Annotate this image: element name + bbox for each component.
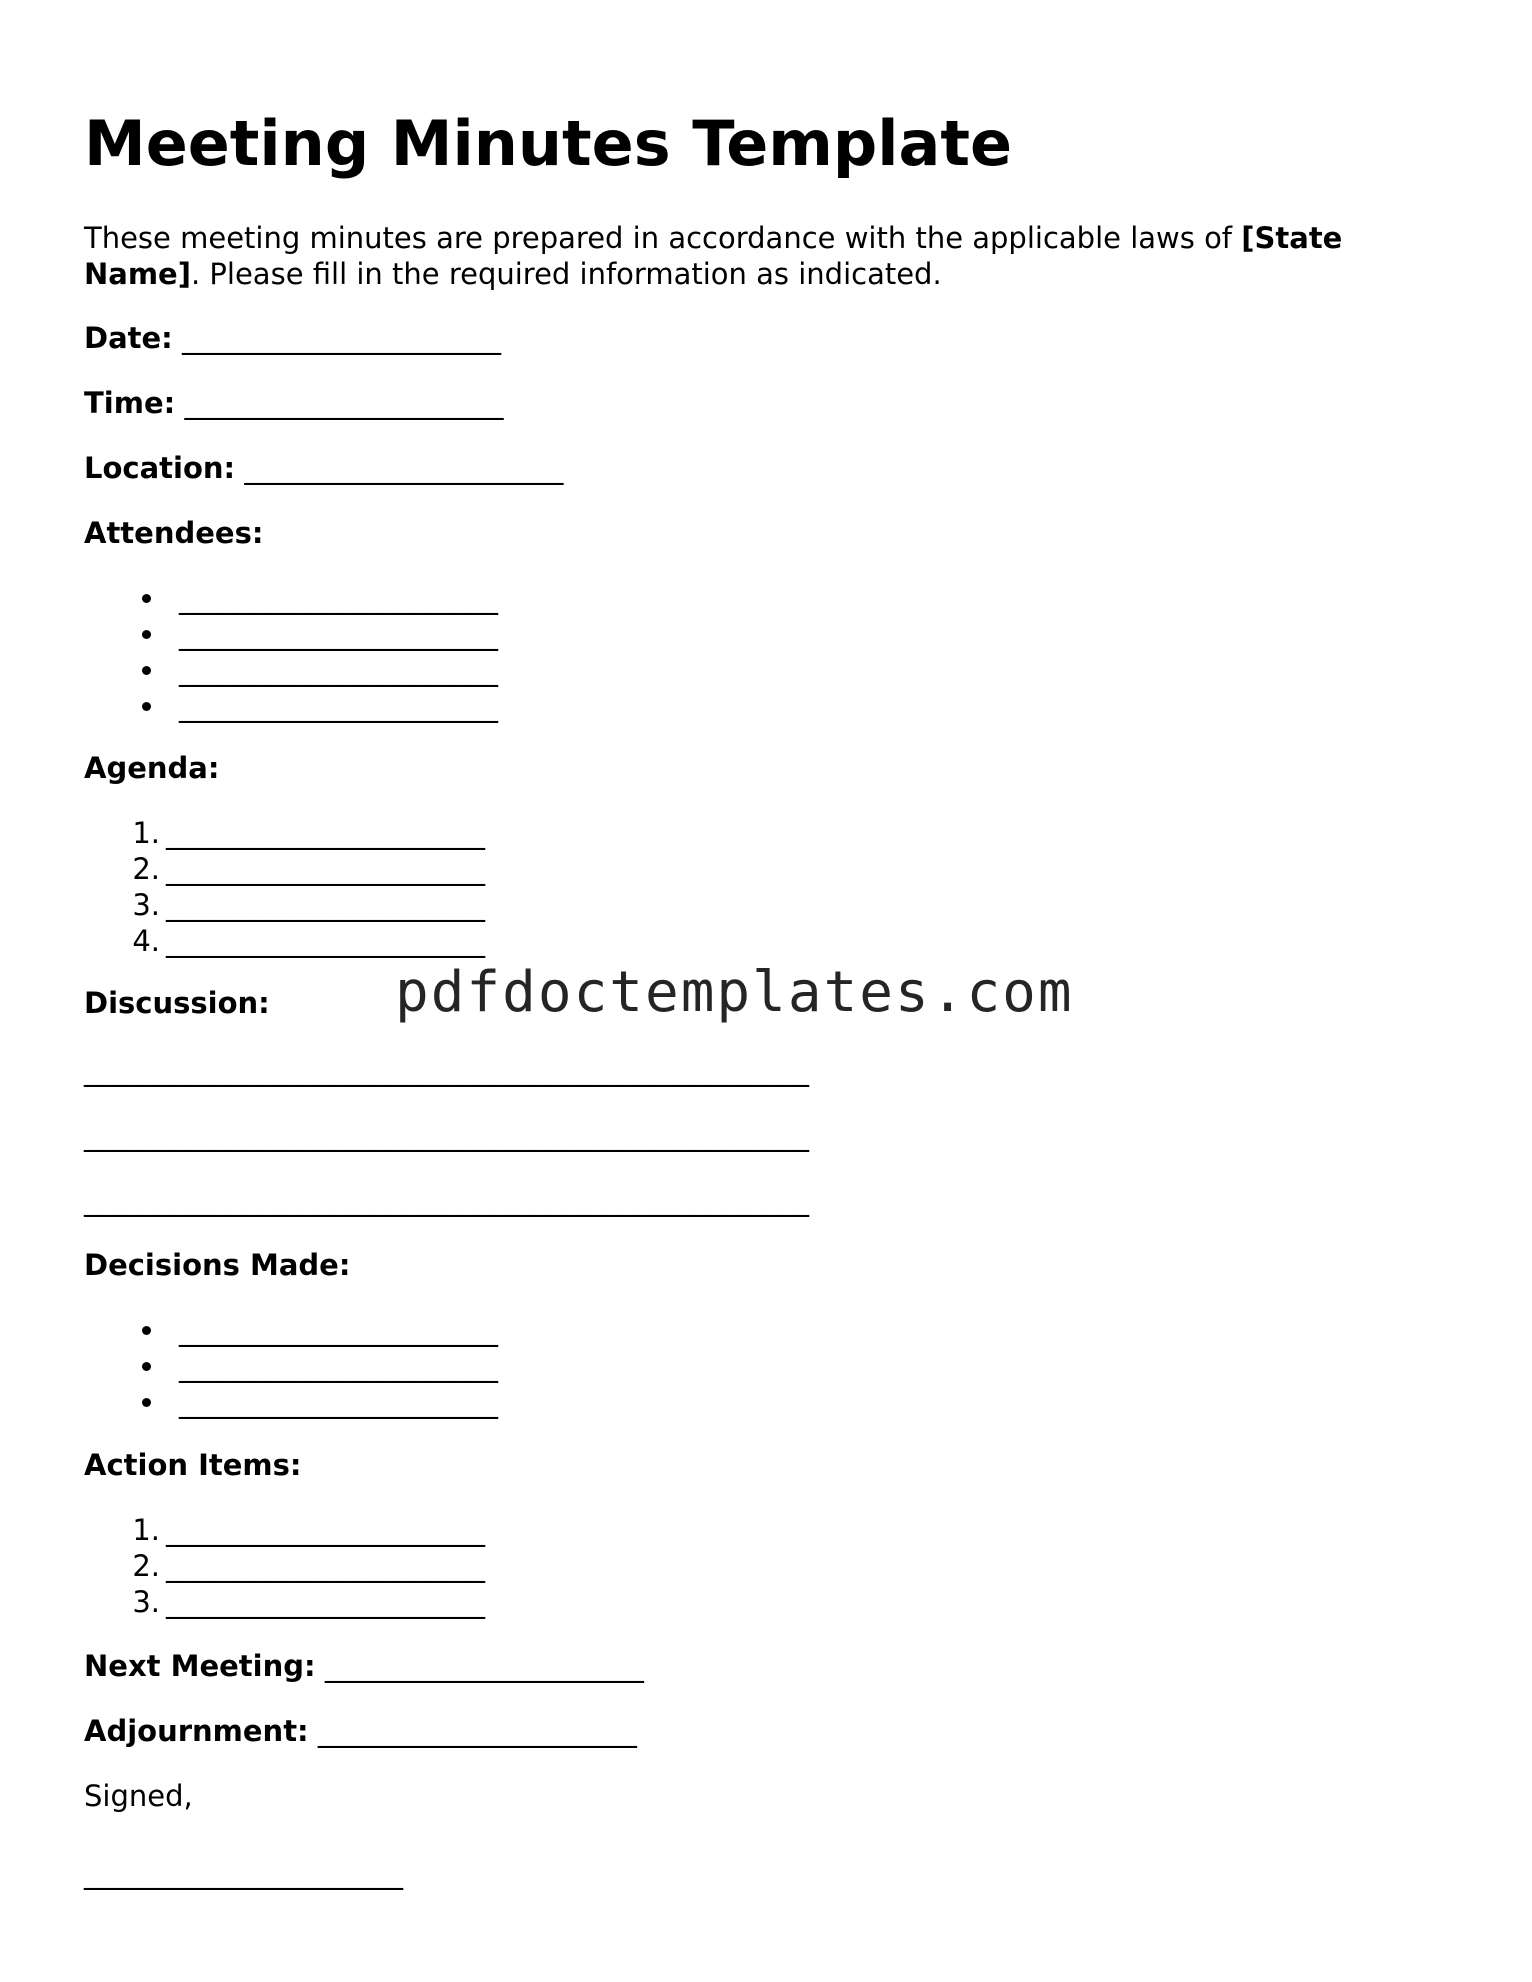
agenda-label: Agenda: xyxy=(84,751,220,785)
intro-text-before: These meeting minutes are prepared in accordance with the applicable laws of xyxy=(84,221,1242,255)
list-item xyxy=(120,815,485,851)
discussion-line[interactable]: __________________________________________________ xyxy=(84,1118,809,1152)
date-label: Date: xyxy=(84,321,173,355)
list-item xyxy=(120,1584,485,1620)
intro-paragraph xyxy=(84,220,1444,292)
agenda-blank[interactable]: ______________________ xyxy=(166,816,485,850)
list-item xyxy=(120,1548,485,1584)
date-field xyxy=(84,320,501,356)
list-item xyxy=(120,616,498,652)
action-item-blank[interactable]: ______________________ xyxy=(166,1585,485,1619)
state-name-placeholder: [State Name] xyxy=(84,221,1343,291)
adjournment-label: Adjournment: xyxy=(84,1714,309,1748)
list-number: 4. xyxy=(132,924,160,958)
location-label: Location: xyxy=(84,451,236,485)
location-field xyxy=(84,450,563,486)
agenda-blank[interactable]: ______________________ xyxy=(166,888,485,922)
list-item xyxy=(120,887,485,923)
intro-text-after: . Please fill in the required information as indicated. xyxy=(190,257,942,291)
discussion-line[interactable]: __________________________________________________ xyxy=(84,1053,809,1087)
attendee-blank[interactable]: ______________________ xyxy=(179,689,498,723)
page-title: Meeting Minutes Template xyxy=(84,107,1013,180)
time-blank[interactable]: ______________________ xyxy=(184,386,504,420)
list-item xyxy=(120,923,485,959)
time-field xyxy=(84,385,503,421)
bullet-icon xyxy=(142,666,151,675)
list-number: 1. xyxy=(132,1513,160,1547)
bullet-icon xyxy=(142,1362,151,1371)
list-item xyxy=(120,1384,498,1420)
bullet-icon xyxy=(142,1326,151,1335)
time-label: Time: xyxy=(84,386,176,420)
discussion-line[interactable]: __________________________________________________ xyxy=(84,1183,809,1217)
list-item xyxy=(120,1512,485,1548)
decision-blank[interactable]: ______________________ xyxy=(179,1349,498,1383)
list-number: 3. xyxy=(132,1585,160,1619)
action-items-list xyxy=(120,1512,485,1620)
adjournment-field xyxy=(84,1713,637,1749)
list-item xyxy=(120,580,498,616)
attendee-blank[interactable]: ______________________ xyxy=(179,653,498,687)
attendee-blank[interactable]: ______________________ xyxy=(179,581,498,615)
decisions-list xyxy=(120,1312,498,1420)
agenda-list xyxy=(120,815,485,959)
adjournment-blank[interactable]: ______________________ xyxy=(317,1714,637,1748)
discussion-label: Discussion: xyxy=(84,986,270,1020)
action-items-label: Action Items: xyxy=(84,1448,302,1482)
list-number: 2. xyxy=(132,852,160,886)
list-number: 3. xyxy=(132,888,160,922)
decision-blank[interactable]: ______________________ xyxy=(179,1313,498,1347)
list-item xyxy=(120,851,485,887)
date-blank[interactable]: ______________________ xyxy=(182,321,501,355)
list-item xyxy=(120,1348,498,1384)
list-item xyxy=(120,652,498,688)
list-item xyxy=(120,1312,498,1348)
bullet-icon xyxy=(142,594,151,603)
action-item-blank[interactable]: ______________________ xyxy=(166,1513,485,1547)
list-item xyxy=(120,688,498,724)
watermark-text: pdfdoctemplates.com xyxy=(395,960,1074,1025)
list-number: 1. xyxy=(132,816,160,850)
agenda-blank[interactable]: ______________________ xyxy=(166,852,485,886)
bullet-icon xyxy=(142,630,151,639)
next-meeting-field xyxy=(84,1648,644,1684)
next-meeting-label: Next Meeting: xyxy=(84,1649,316,1683)
action-item-blank[interactable]: ______________________ xyxy=(166,1549,485,1583)
bullet-icon xyxy=(142,1398,151,1407)
attendees-label: Attendees: xyxy=(84,516,264,550)
decisions-label: Decisions Made: xyxy=(84,1248,351,1282)
location-blank[interactable]: ______________________ xyxy=(244,451,564,485)
agenda-blank[interactable]: ______________________ xyxy=(166,924,485,958)
decision-blank[interactable]: ______________________ xyxy=(179,1385,498,1419)
attendees-list xyxy=(120,580,498,724)
bullet-icon xyxy=(142,702,151,711)
next-meeting-blank[interactable]: ______________________ xyxy=(324,1649,644,1683)
attendee-blank[interactable]: ______________________ xyxy=(179,617,498,651)
signature-blank[interactable]: ______________________ xyxy=(84,1856,403,1890)
list-number: 2. xyxy=(132,1549,160,1583)
signed-label: Signed, xyxy=(84,1779,193,1813)
